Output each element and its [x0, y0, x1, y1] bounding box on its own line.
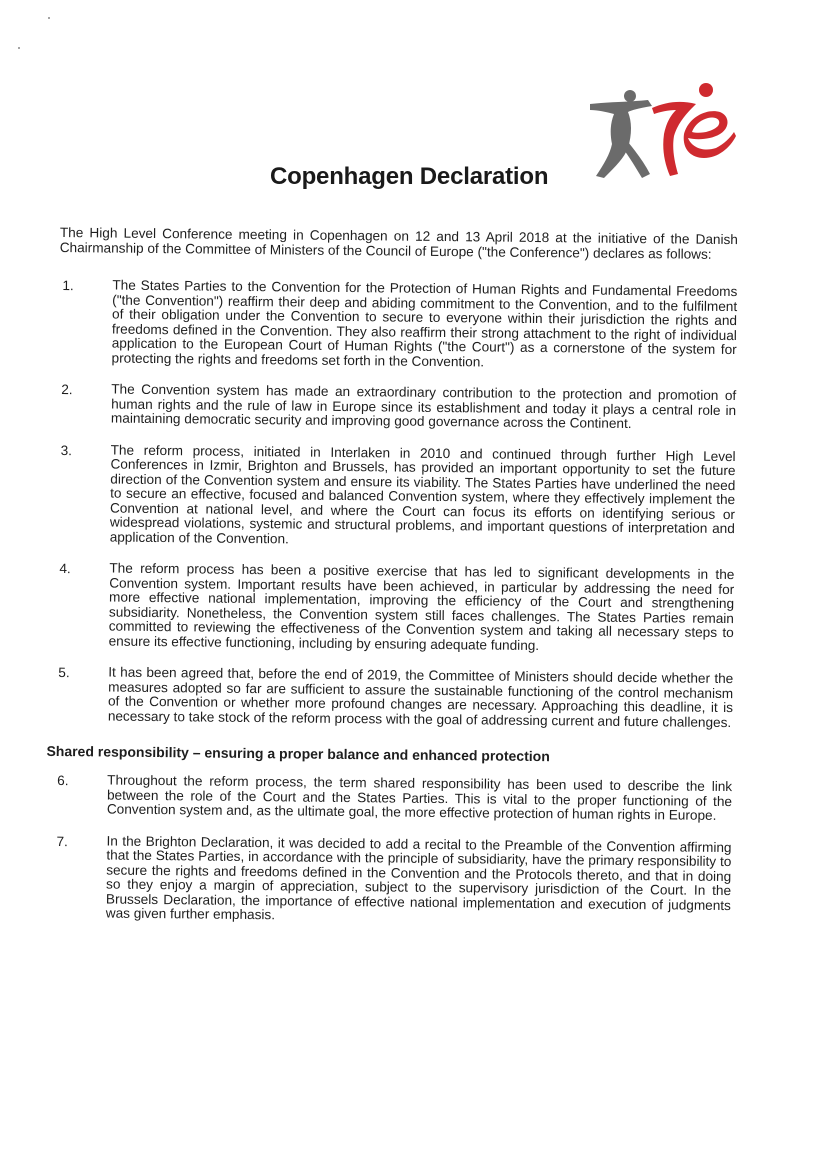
- numbered-paragraph: [55, 665, 734, 730]
- section-heading: Shared responsibility – ensuring a proper balance and enhanced protection: [46, 742, 550, 765]
- paragraph-number: 6.: [57, 773, 69, 789]
- paragraph-text: The reform process has been a positive exercise that has led to significant developments in the Convention system. Important results have been achieved, in particular by addressing the need for more effective national implementation, improving the efficiency of the Court and strengthening subsidiarity. Nonetheless, the Convention system still faces challenges. The States Parties remain committed to reviewing the effectiveness of the Convention system and taking all necessary steps to ensure its effective functioning, including by ensuring adequate funding.: [108, 560, 735, 653]
- paragraph-text: Throughout the reform process, the term shared responsibility has been used to describe the link between the role of the Court and the States Parties. This is vital to the proper functioning of the Convention system and, as the ultimate goal, the more effective protection of human rights in Europe.: [106, 772, 733, 823]
- numbered-paragraph: [59, 278, 738, 372]
- numbered-paragraph: [54, 773, 732, 824]
- scan-speck: [48, 17, 50, 19]
- paragraph-text: In the Brighton Declaration, it was decided to add a recital to the Preamble of the Convention affirming that the States Parties, in accordance with the principle of subsidiarity, have the primary responsibility to secure the rights and freedoms defined in the Convention and the Protocols thereto, and that in doing so they enjoy a margin of appreciation, subject to the supervisory jurisdiction of the Court. In the Brussels Declaration, the importance of effective national implementation and execution of judgments was given further emphasis.: [105, 833, 732, 923]
- paragraph-number: 2.: [61, 382, 73, 398]
- page-title: Copenhagen Declaration: [270, 163, 549, 190]
- paragraph-number: 1.: [62, 278, 74, 294]
- numbered-paragraph: [53, 833, 732, 927]
- paragraph-number: 3.: [60, 442, 73, 458]
- numbered-paragraph: [58, 382, 736, 433]
- paragraph-number: 5.: [58, 665, 70, 681]
- document-body: [46, 225, 738, 928]
- danish-chairmanship-logo-icon: [588, 82, 738, 182]
- paragraph-number: 7.: [56, 833, 68, 849]
- paragraph-text: The reform process, initiated in Interlaken in 2010 and continued through further High Level Conferences in Izmir, Brighton and Brussels, has provided an important opportunity to set the future direction of the Convention system and ensure its viability. The States Parties have underlined the need to secure an effective, focused and balanced Convention system, where they effectively implement the Convention at national level, and where the Court can focus its efforts on identifying serious or widespread violations, systemic and structural problems, and important questions of interpretation and application of the Convention.: [109, 442, 736, 546]
- paragraph-text: The Convention system has made an extraordinary contribution to the protection and promotion of human rights and the rule of law in Europe since its establishment and today it plays a central role in maintaining democratic security and improving good governance across the Continent.: [110, 381, 737, 431]
- intro-paragraph: The High Level Conference meeting in Copenhagen on 12 and 13 April 2018 at the initiative of the Danish Chairmanship of the Committee of Ministers of the Council of Europe ("the Conference") declares as follows:: [59, 225, 738, 262]
- paragraph-text: The States Parties to the Convention for the Protection of Human Rights and Fundamental Freedoms ("the Convention") reaffirm their deep and abiding commitment to the Convention, and to the fulfilment of their obligation under the Convention to secure to everyone within their jurisdiction the rights and freedoms defined in the Convention. They also reaffirm their strong attachment to the right of individual application to the European Court of Human Rights ("the Court") as a cornerstone of the system for protecting the rights and freedoms set forth in the Convention.: [111, 277, 738, 369]
- paragraph-number: 4.: [59, 561, 71, 577]
- scan-speck: [18, 47, 20, 49]
- numbered-paragraph: [56, 561, 735, 655]
- numbered-paragraph: [57, 442, 736, 551]
- paragraph-text: It has been agreed that, before the end of 2019, the Committee of Ministers should decide whether the measures adopted so far are sufficient to assure the sustainable functioning of the control mechanism of the Convention or whether more profound changes are necessary. Approaching this deadline, it is necessary to take stock of the reform process with the goal of addressing current and future challenges.: [107, 664, 734, 730]
